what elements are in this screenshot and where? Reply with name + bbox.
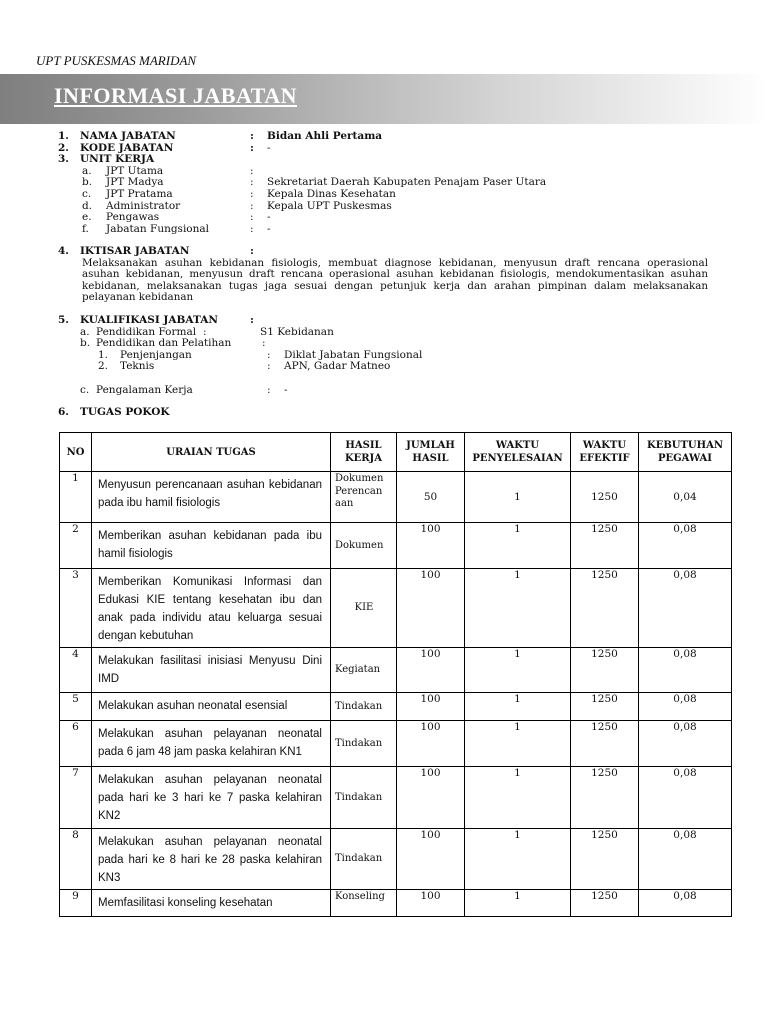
- header-kebutuhan-line2: PEGAWAI: [658, 453, 712, 464]
- cell-kebutuhan: 0,08: [639, 693, 732, 721]
- work-unit-item-letter: a.: [82, 164, 92, 177]
- table-row: [60, 721, 732, 767]
- work-unit-item-separator: :: [250, 164, 254, 177]
- cell-uraian: Memberikan asuhan kebidanan pada ibu hamil fisiologis: [92, 523, 331, 569]
- table-row: [60, 890, 732, 917]
- header-efektif-line1: WAKTU: [582, 440, 627, 451]
- formal-education-value: S1 Kebidanan: [260, 325, 334, 338]
- job-name-row: [58, 131, 708, 143]
- header-hasil-line2: KERJA: [344, 453, 383, 464]
- work-unit-item-separator: :: [250, 222, 254, 235]
- table-row: [60, 693, 732, 721]
- work-unit-item-label: Administrator: [106, 199, 181, 212]
- header-efektif: [571, 433, 639, 472]
- cell-no: 1: [60, 472, 92, 523]
- cell-uraian: Memfasilitasi konseling kesehatan: [92, 890, 331, 917]
- work-unit-item-label: Jabatan Fungsional: [106, 222, 210, 235]
- cell-no: 7: [60, 767, 92, 829]
- table-header-row: [60, 433, 732, 472]
- cell-no: 6: [60, 721, 92, 767]
- header-efektif-line2: EFEKTIF: [579, 453, 630, 464]
- work-unit-number: 3.: [58, 153, 69, 166]
- cell-hasil: Konseling: [331, 890, 397, 917]
- header-hasil-line1: HASIL: [345, 440, 382, 451]
- work-unit-item-label: JPT Pratama: [106, 187, 173, 200]
- header-jumlah-line1: JUMLAH: [406, 440, 455, 451]
- cell-uraian: Melakukan asuhan pelayanan neonatal pada hari ke 8 hari ke 28 paska kelahiran KN3: [92, 829, 331, 890]
- cell-waktu: 1: [465, 693, 571, 721]
- cell-jumlah: 100: [397, 829, 465, 890]
- cell-jumlah: 100: [397, 890, 465, 917]
- formal-education-letter: a.: [80, 325, 90, 338]
- job-code-row: [58, 143, 708, 155]
- cell-waktu: 1: [465, 721, 571, 767]
- qualification-label: KUALIFIKASI JABATAN: [80, 314, 218, 326]
- job-code-number: 2.: [58, 141, 69, 154]
- work-unit-item: [58, 189, 708, 201]
- work-unit-item-letter: b.: [82, 176, 93, 189]
- work-unit-item-label: JPT Utama: [106, 164, 164, 177]
- job-summary-label: IKTISAR JABATAN: [80, 245, 190, 257]
- cell-efektif: 1250: [571, 569, 639, 648]
- cell-kebutuhan: 0,08: [639, 721, 732, 767]
- job-code-separator: :: [250, 141, 254, 154]
- job-name-value: Bidan Ahli Pertama: [267, 130, 383, 142]
- experience-row: [58, 385, 708, 397]
- cell-uraian: Melakukan asuhan pelayanan neonatal pada 6 jam 48 jam paska kelahiran KN1: [92, 721, 331, 767]
- job-summary-heading: [58, 246, 708, 258]
- work-unit-item: [58, 212, 708, 224]
- training-item-number: 2.: [98, 360, 109, 373]
- header-hasil: [331, 433, 397, 472]
- cell-hasil: Dokumen: [331, 523, 397, 569]
- qualification-heading: [58, 315, 708, 327]
- cell-uraian: Melakukan fasilitasi inisiasi Menyusu Dini IMD: [92, 648, 331, 693]
- cell-jumlah: 100: [397, 648, 465, 693]
- cell-kebutuhan: 0,08: [639, 523, 732, 569]
- cell-kebutuhan: 0,08: [639, 829, 732, 890]
- header-kebutuhan-line1: KEBUTUHAN: [647, 440, 723, 451]
- work-unit-item-letter: d.: [82, 199, 93, 212]
- main-tasks-table: [59, 432, 732, 917]
- job-summary-text: Melaksanakan asuhan kebidanan fisiologis, membuat diagnose kebidanan, menyusun draft rencana operasional asuhan kebidanan, menyusun draft rencana operasional asuhan kebidanan fisiologis, mendokumentasikan asuhan kebidanan, melaksanakan tugas jaga sesuai dengan petunjuk kerja dan arahan pimpinan dalam melaksanakan pelayanan kebidanan: [82, 256, 708, 304]
- header-uraian: URAIAN TUGAS: [92, 433, 331, 472]
- header-jumlah-line2: HASIL: [412, 453, 449, 464]
- job-code-value: -: [267, 141, 271, 154]
- cell-waktu: 1: [465, 648, 571, 693]
- training-label: Pendidikan dan Pelatihan: [96, 337, 232, 350]
- cell-kebutuhan: 0,08: [639, 648, 732, 693]
- cell-efektif: 1250: [571, 472, 639, 523]
- table-row: [60, 523, 732, 569]
- training-item-separator: :: [267, 360, 271, 373]
- training-item-label: Penjenjangan: [120, 348, 192, 361]
- cell-waktu: 1: [465, 890, 571, 917]
- cell-jumlah: 100: [397, 569, 465, 648]
- cell-waktu: 1: [465, 569, 571, 648]
- experience-separator: :: [267, 383, 271, 396]
- main-tasks-section: [58, 407, 708, 419]
- cell-uraian: Melakukan asuhan pelayanan neonatal pada hari ke 3 hari ke 7 paska kelahiran KN2: [92, 767, 331, 829]
- cell-hasil: Tindakan: [331, 829, 397, 890]
- table-row: [60, 767, 732, 829]
- cell-no: 9: [60, 890, 92, 917]
- training-item-value: APN, Gadar Matneo: [284, 360, 391, 373]
- cell-no: 3: [60, 569, 92, 648]
- table-row: [60, 472, 732, 523]
- qualification-section: [58, 315, 708, 396]
- formal-education-label: Pendidikan Formal: [96, 325, 197, 338]
- cell-kebutuhan: 0,08: [639, 890, 732, 917]
- work-unit-item-separator: :: [250, 176, 254, 189]
- work-unit-item-label: JPT Madya: [106, 176, 164, 189]
- job-summary-number: 4.: [58, 245, 69, 257]
- header-jumlah: [397, 433, 465, 472]
- title-banner: [0, 74, 768, 124]
- experience-letter: c.: [80, 383, 90, 396]
- work-unit-item-value: -: [267, 222, 271, 235]
- cell-no: 8: [60, 829, 92, 890]
- cell-no: 5: [60, 693, 92, 721]
- work-unit-item-letter: f.: [82, 222, 89, 235]
- cell-jumlah: 100: [397, 767, 465, 829]
- work-unit-item-separator: :: [250, 199, 254, 212]
- cell-no: 2: [60, 523, 92, 569]
- header-kebutuhan: [639, 433, 732, 472]
- header-no: NO: [60, 433, 92, 472]
- header-waktu-line2: PENYELESAIAN: [472, 453, 563, 464]
- main-tasks-label: TUGAS POKOK: [80, 406, 170, 418]
- work-unit-item-letter: c.: [82, 187, 92, 200]
- cell-kebutuhan: 0,08: [639, 569, 732, 648]
- page-title: INFORMASI JABATAN: [54, 83, 297, 108]
- training-letter: b.: [80, 337, 91, 350]
- cell-hasil: Dokumen Perencan aan: [331, 472, 397, 523]
- job-info-section: [58, 131, 708, 235]
- training-item-value: Diklat Jabatan Fungsional: [284, 348, 423, 361]
- work-unit-item-letter: e.: [82, 211, 92, 224]
- table-row: [60, 569, 732, 648]
- job-code-label: KODE JABATAN: [80, 141, 174, 154]
- cell-hasil: KIE: [331, 569, 397, 648]
- qualification-separator: :: [250, 314, 254, 326]
- cell-hasil: Tindakan: [331, 693, 397, 721]
- cell-jumlah: 100: [397, 721, 465, 767]
- training-item-label: Teknis: [120, 360, 155, 373]
- work-unit-item-separator: :: [250, 187, 254, 200]
- cell-efektif: 1250: [571, 523, 639, 569]
- work-unit-item-value: Kepala UPT Puskesmas: [267, 199, 392, 212]
- job-name-label: NAMA JABATAN: [80, 130, 176, 142]
- cell-waktu: 1: [465, 472, 571, 523]
- work-unit-item-value: Kepala Dinas Kesehatan: [267, 187, 396, 200]
- cell-uraian: Melakukan asuhan neonatal esensial: [92, 693, 331, 721]
- cell-efektif: 1250: [571, 648, 639, 693]
- training-separator: :: [262, 337, 266, 350]
- cell-jumlah: 100: [397, 523, 465, 569]
- cell-hasil: Tindakan: [331, 721, 397, 767]
- organization-name: UPT PUSKESMAS MARIDAN: [36, 53, 197, 68]
- cell-uraian: Menyusun perencanaan asuhan kebidanan pada ibu hamil fisiologis: [92, 472, 331, 523]
- cell-hasil: Kegiatan: [331, 648, 397, 693]
- table-row: [60, 829, 732, 890]
- cell-kebutuhan: 0,04: [639, 472, 732, 523]
- job-summary-section: [58, 246, 708, 304]
- work-unit-item-label: Pengawas: [106, 211, 160, 224]
- cell-efektif: 1250: [571, 829, 639, 890]
- work-unit-item-value: -: [267, 211, 271, 224]
- cell-efektif: 1250: [571, 890, 639, 917]
- cell-kebutuhan: 0,08: [639, 767, 732, 829]
- cell-efektif: 1250: [571, 693, 639, 721]
- cell-hasil: Tindakan: [331, 767, 397, 829]
- main-tasks-heading: [58, 407, 708, 419]
- training-item-number: 1.: [98, 348, 109, 361]
- main-tasks-number: 6.: [58, 406, 69, 418]
- experience-value: -: [284, 383, 288, 396]
- table-row: [60, 648, 732, 693]
- cell-jumlah: 50: [397, 472, 465, 523]
- training-item-separator: :: [267, 348, 271, 361]
- job-summary-separator: :: [250, 245, 254, 257]
- job-name-separator: :: [250, 130, 254, 142]
- cell-uraian: Memberikan Komunikasi Informasi dan Edukasi KIE tentang kesehatan ibu dan anak pada individu atau keluarga sesuai dengan kebutuhan: [92, 569, 331, 648]
- cell-jumlah: 100: [397, 693, 465, 721]
- formal-education-separator: :: [203, 325, 207, 338]
- cell-efektif: 1250: [571, 767, 639, 829]
- experience-label: Pengalaman Kerja: [96, 383, 193, 396]
- job-name-number: 1.: [58, 130, 69, 142]
- cell-waktu: 1: [465, 523, 571, 569]
- header-waktu: [465, 433, 571, 472]
- work-unit-item-separator: :: [250, 211, 254, 224]
- cell-no: 4: [60, 648, 92, 693]
- cell-efektif: 1250: [571, 721, 639, 767]
- training-item: [58, 361, 708, 373]
- header-waktu-line1: WAKTU: [495, 440, 540, 451]
- work-unit-item: [58, 224, 708, 236]
- work-unit-label: UNIT KERJA: [80, 153, 155, 166]
- work-unit-item-value: Sekretariat Daerah Kabupaten Penajam Paser Utara: [267, 176, 547, 189]
- cell-waktu: 1: [465, 829, 571, 890]
- cell-waktu: 1: [465, 767, 571, 829]
- qualification-number: 5.: [58, 314, 69, 326]
